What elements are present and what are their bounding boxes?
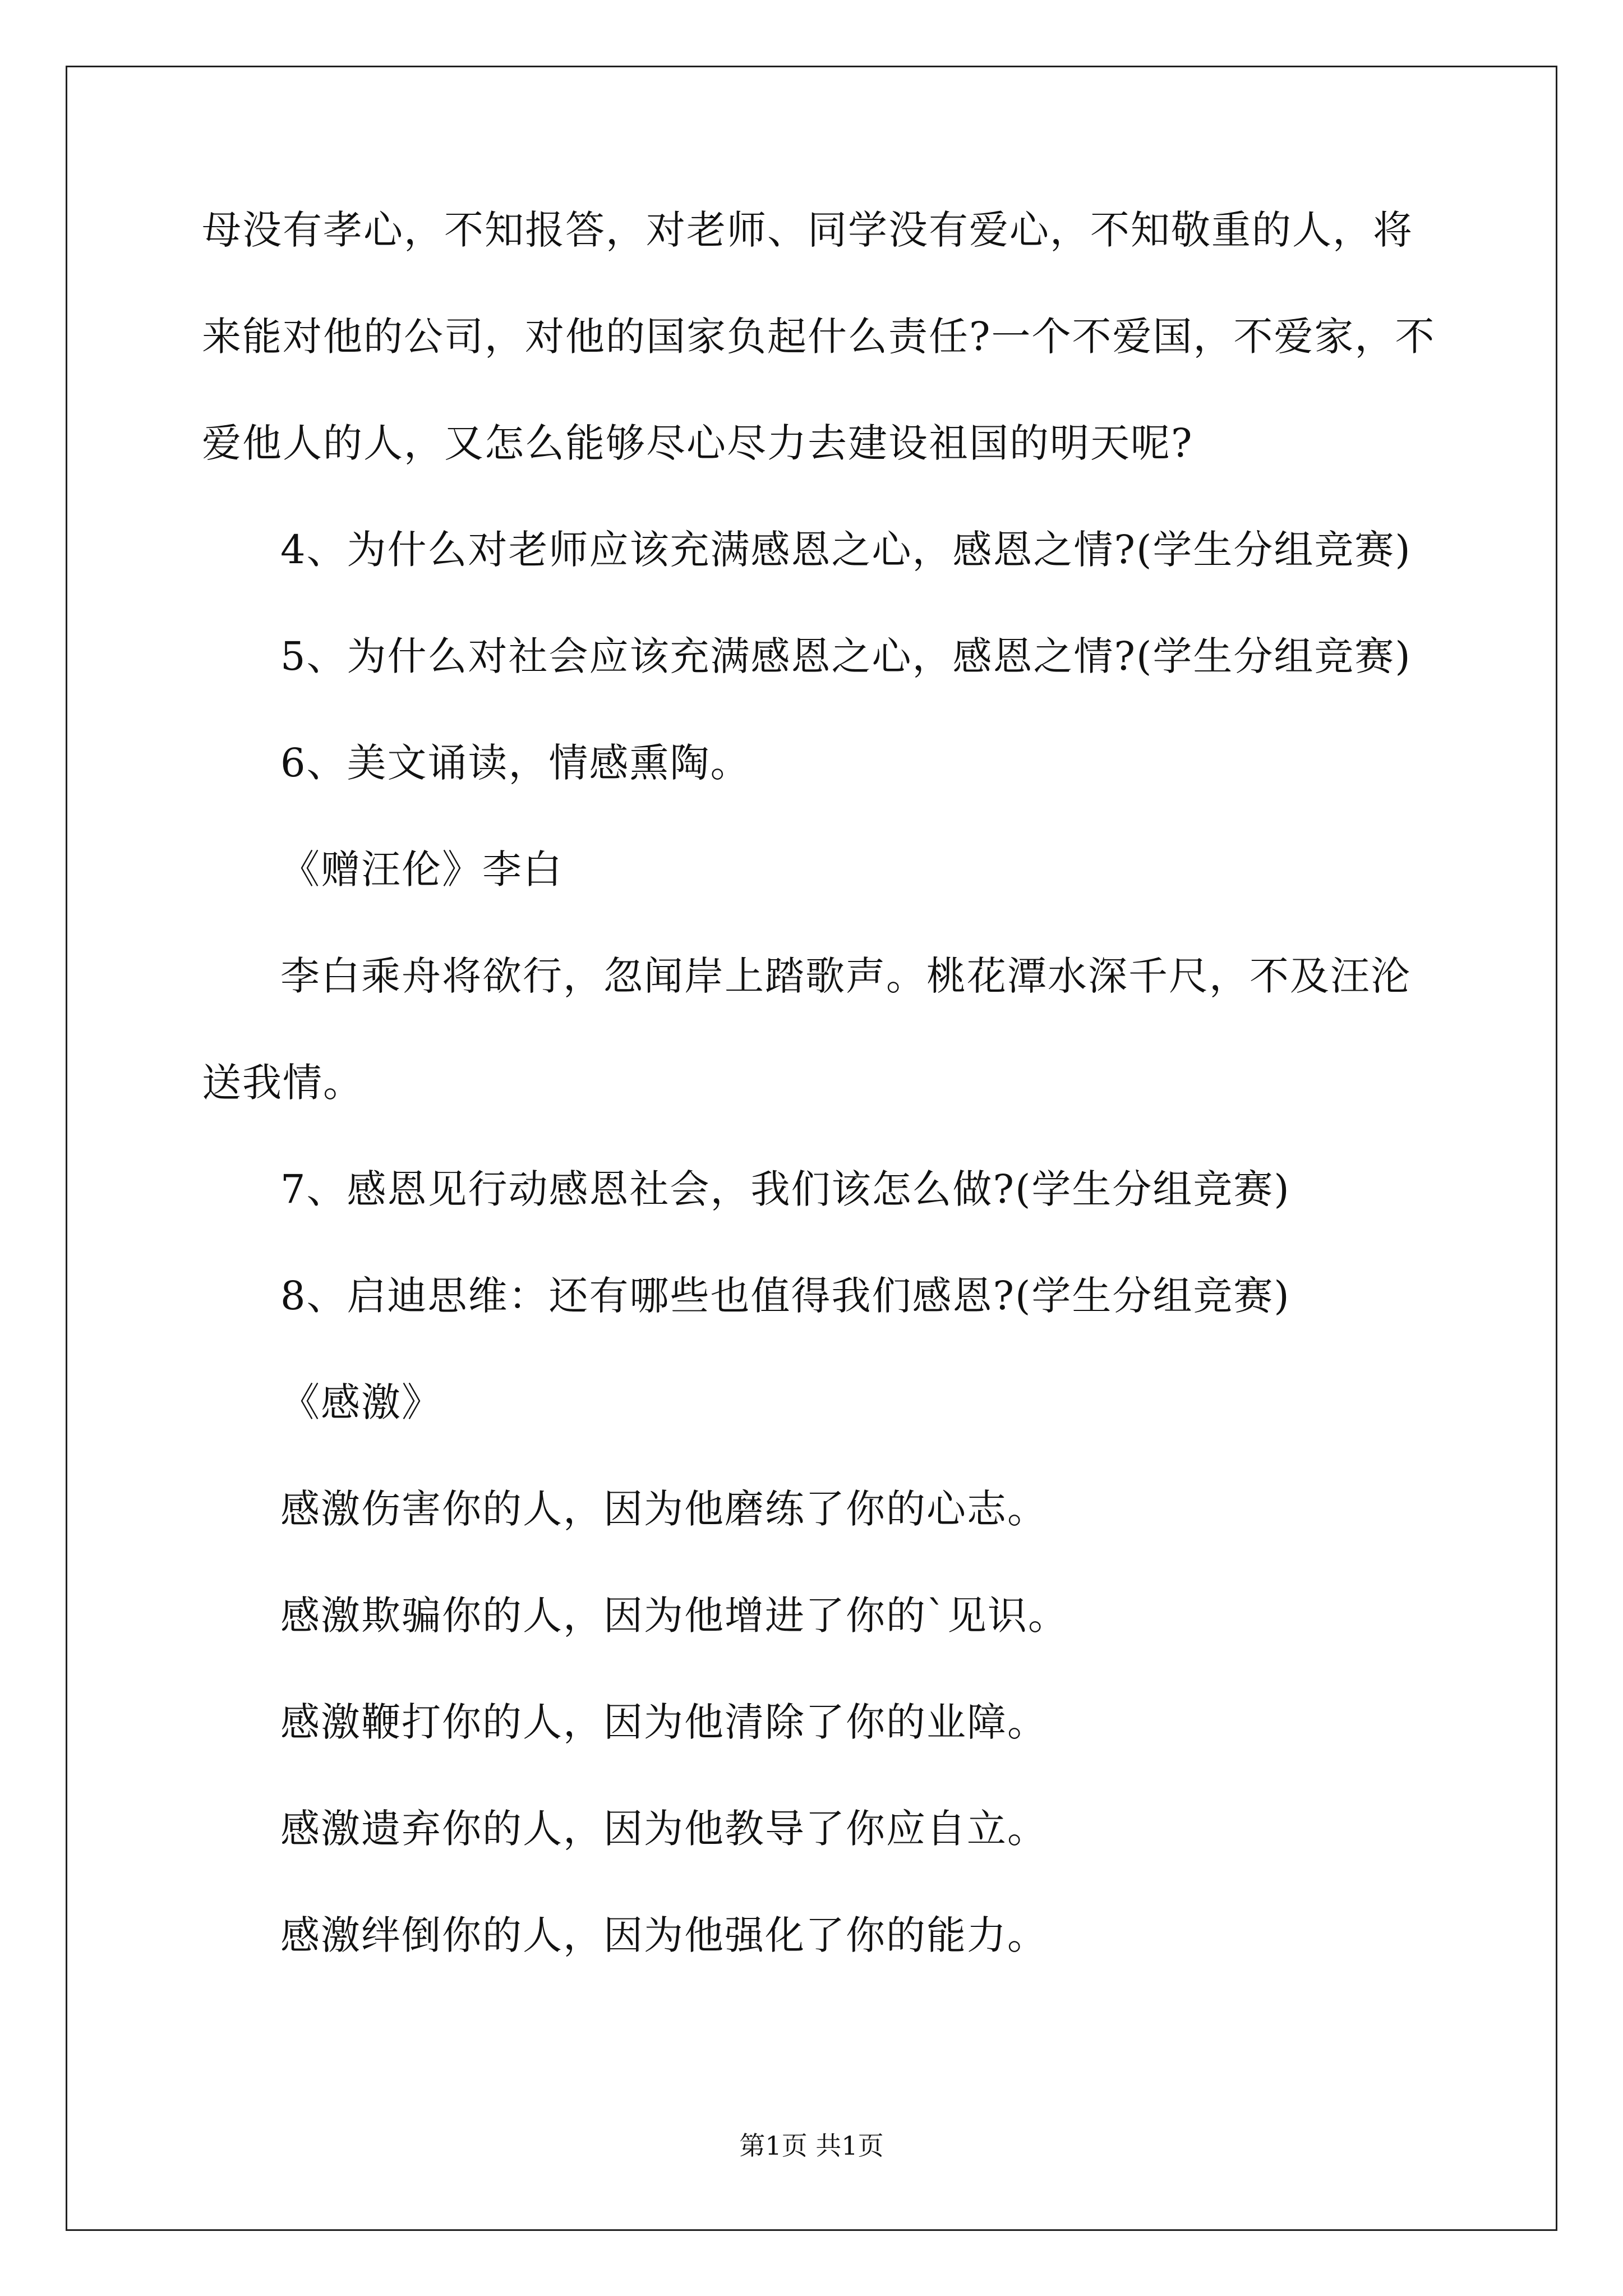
question-item-7: 7、感恩见行动感恩社会，我们该怎么做?(学生分组竞赛) <box>280 1166 1290 1212</box>
verse-line-1: 感激伤害你的人，因为他磨练了你的心志。 <box>280 1486 1048 1532</box>
paragraph-line-1: 母没有孝心，不知报答，对老师、同学没有爱心，不知敬重的人，将 <box>202 207 1413 253</box>
page-border <box>66 66 1557 2231</box>
question-item-4: 4、为什么对老师应该充满感恩之心，感恩之情?(学生分组竞赛) <box>280 527 1412 573</box>
verse-line-5: 感激绊倒你的人，因为他强化了你的能力。 <box>280 1912 1048 1958</box>
verse-line-2: 感激欺骗你的人，因为他增进了你的`见识。 <box>280 1593 1068 1639</box>
poem-title: 《赠汪伦》李白 <box>280 846 563 892</box>
question-item-5: 5、为什么对社会应该充满感恩之心，感恩之情?(学生分组竞赛) <box>280 633 1412 679</box>
page-footer: 第1页 共1页 <box>739 2131 884 2161</box>
verse-title: 《感激》 <box>280 1379 442 1425</box>
verse-line-3: 感激鞭打你的人，因为他清除了你的业障。 <box>280 1699 1048 1745</box>
verse-line-4: 感激遗弃你的人，因为他教导了你应自立。 <box>280 1806 1048 1852</box>
paragraph-line-2: 来能对他的公司，对他的国家负起什么责任?一个不爱国，不爱家，不 <box>202 314 1436 360</box>
poem-line-1: 李白乘舟将欲行，忽闻岸上踏歌声。桃花潭水深千尺，不及汪沦 <box>280 953 1411 999</box>
poem-line-2: 送我情。 <box>202 1060 363 1106</box>
question-item-8: 8、启迪思维：还有哪些也值得我们感恩?(学生分组竞赛) <box>280 1273 1290 1319</box>
section-item-6: 6、美文诵读，情感熏陶。 <box>280 740 751 786</box>
paragraph-line-3: 爱他人的人，又怎么能够尽心尽力去建设祖国的明天呢? <box>202 420 1193 466</box>
